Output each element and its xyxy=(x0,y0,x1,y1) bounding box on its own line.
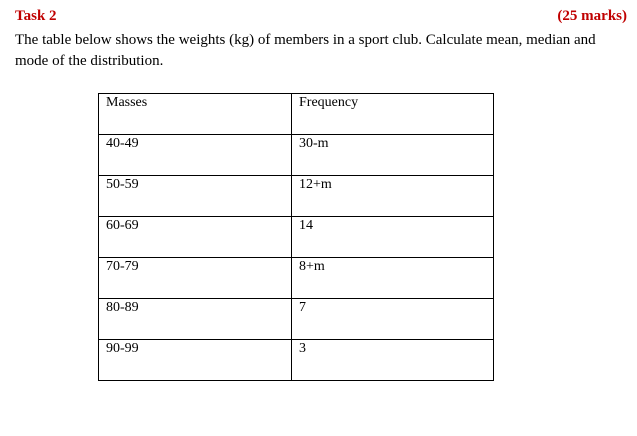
cell-frequency: 7 xyxy=(292,299,494,340)
header-frequency: Frequency xyxy=(292,94,494,135)
cell-mass-range: 50-59 xyxy=(99,176,292,217)
table-row xyxy=(99,176,494,217)
task-marks: (25 marks) xyxy=(557,8,627,24)
table-row xyxy=(99,135,494,176)
task-instructions xyxy=(15,30,637,71)
table-row xyxy=(99,258,494,299)
cell-mass-range: 60-69 xyxy=(99,217,292,258)
instructions-line-1: The table below shows the weights (kg) of members in a sport club. Calculate mean, median and xyxy=(15,32,596,48)
cell-mass-range: 70-79 xyxy=(99,258,292,299)
table-row xyxy=(99,217,494,258)
cell-frequency: 8+m xyxy=(292,258,494,299)
table-row xyxy=(99,299,494,340)
cell-frequency: 12+m xyxy=(292,176,494,217)
task-header xyxy=(15,8,627,28)
cell-frequency: 30-m xyxy=(292,135,494,176)
header-masses: Masses xyxy=(99,94,292,135)
table-header-row xyxy=(99,94,494,135)
cell-frequency: 3 xyxy=(292,340,494,381)
cell-mass-range: 40-49 xyxy=(99,135,292,176)
cell-mass-range: 90-99 xyxy=(99,340,292,381)
cell-frequency: 14 xyxy=(292,217,494,258)
instructions-line-2: mode of the distribution. xyxy=(15,52,164,69)
task-title: Task 2 xyxy=(15,8,57,24)
table-row xyxy=(99,340,494,381)
weights-frequency-table xyxy=(98,93,494,381)
cell-mass-range: 80-89 xyxy=(99,299,292,340)
